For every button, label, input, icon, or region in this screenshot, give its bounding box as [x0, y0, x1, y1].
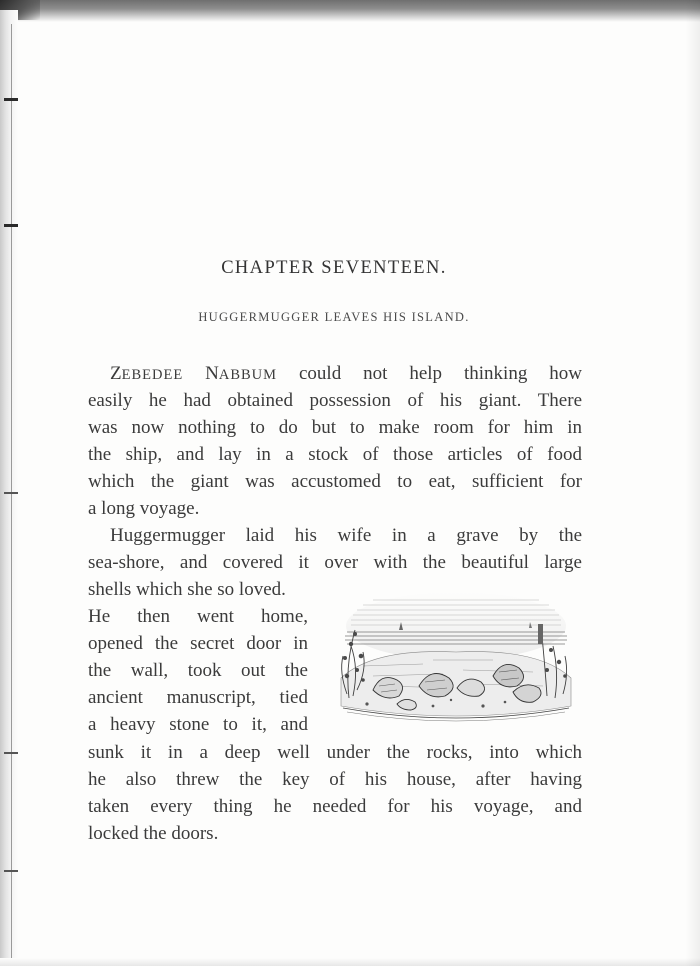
- paragraph2-line12: locked the doors.: [88, 823, 219, 844]
- paragraph2-line1: Huggermugger laid his wife in a grave by the: [110, 525, 582, 546]
- lead-name-second: NABBUM: [205, 363, 278, 384]
- paragraph2-line3: shells which she so loved.: [88, 579, 286, 600]
- binding-stitch: [4, 224, 18, 227]
- page-bottom-edge: [0, 958, 700, 966]
- paragraph1-line4: the ship, and lay in a stock of those articles of food: [88, 444, 582, 465]
- binding-line: [11, 24, 12, 964]
- paragraph1-line5: which the giant was accustomed to eat, sufficient for: [88, 471, 582, 492]
- binding-edge: [0, 10, 18, 966]
- page-right-shadow: [685, 0, 700, 966]
- paragraph1-line2: easily he had obtained possession of his giant. There: [88, 390, 582, 411]
- paragraph2-line9: sunk it in a deep well under the rocks, into which: [88, 742, 582, 763]
- paragraph2-line8: a heavy stone to it, and: [88, 714, 308, 735]
- chapter-title: CHAPTER SEVENTEEN.: [221, 258, 447, 278]
- paragraph2-line7: ancient manuscript, tied: [88, 687, 308, 708]
- paragraph2-line10: he also threw the key of his house, after having: [88, 769, 582, 790]
- binding-stitch: [4, 870, 18, 872]
- paragraph2-line4: He then went home,: [88, 606, 308, 627]
- binding-stitch: [4, 492, 18, 494]
- paragraph1-line6: a long voyage.: [88, 498, 200, 519]
- paragraph2-line2: sea-shore, and covered it over with the beautiful large: [88, 552, 582, 573]
- chapter-subtitle: HUGGERMUGGER LEAVES HIS ISLAND.: [198, 310, 470, 324]
- page-top-edge: [0, 0, 700, 22]
- lead-name-first: ZEBEDEE: [110, 363, 184, 384]
- binding-stitch: [4, 98, 18, 101]
- paragraph2-line11: taken every thing he needed for his voyage, and: [88, 796, 582, 817]
- seashore-shells-engraving-icon: [333, 586, 579, 730]
- paragraph2-line5: opened the secret door in: [88, 633, 308, 654]
- paragraph1-line3: was now nothing to do but to make room for him in: [88, 417, 582, 438]
- paragraph1-line1: ZEBEDEE NABBUM could not help thinking how: [110, 363, 582, 384]
- paragraph2-line6: the wall, took out the: [88, 660, 308, 681]
- binding-stitch: [4, 752, 18, 754]
